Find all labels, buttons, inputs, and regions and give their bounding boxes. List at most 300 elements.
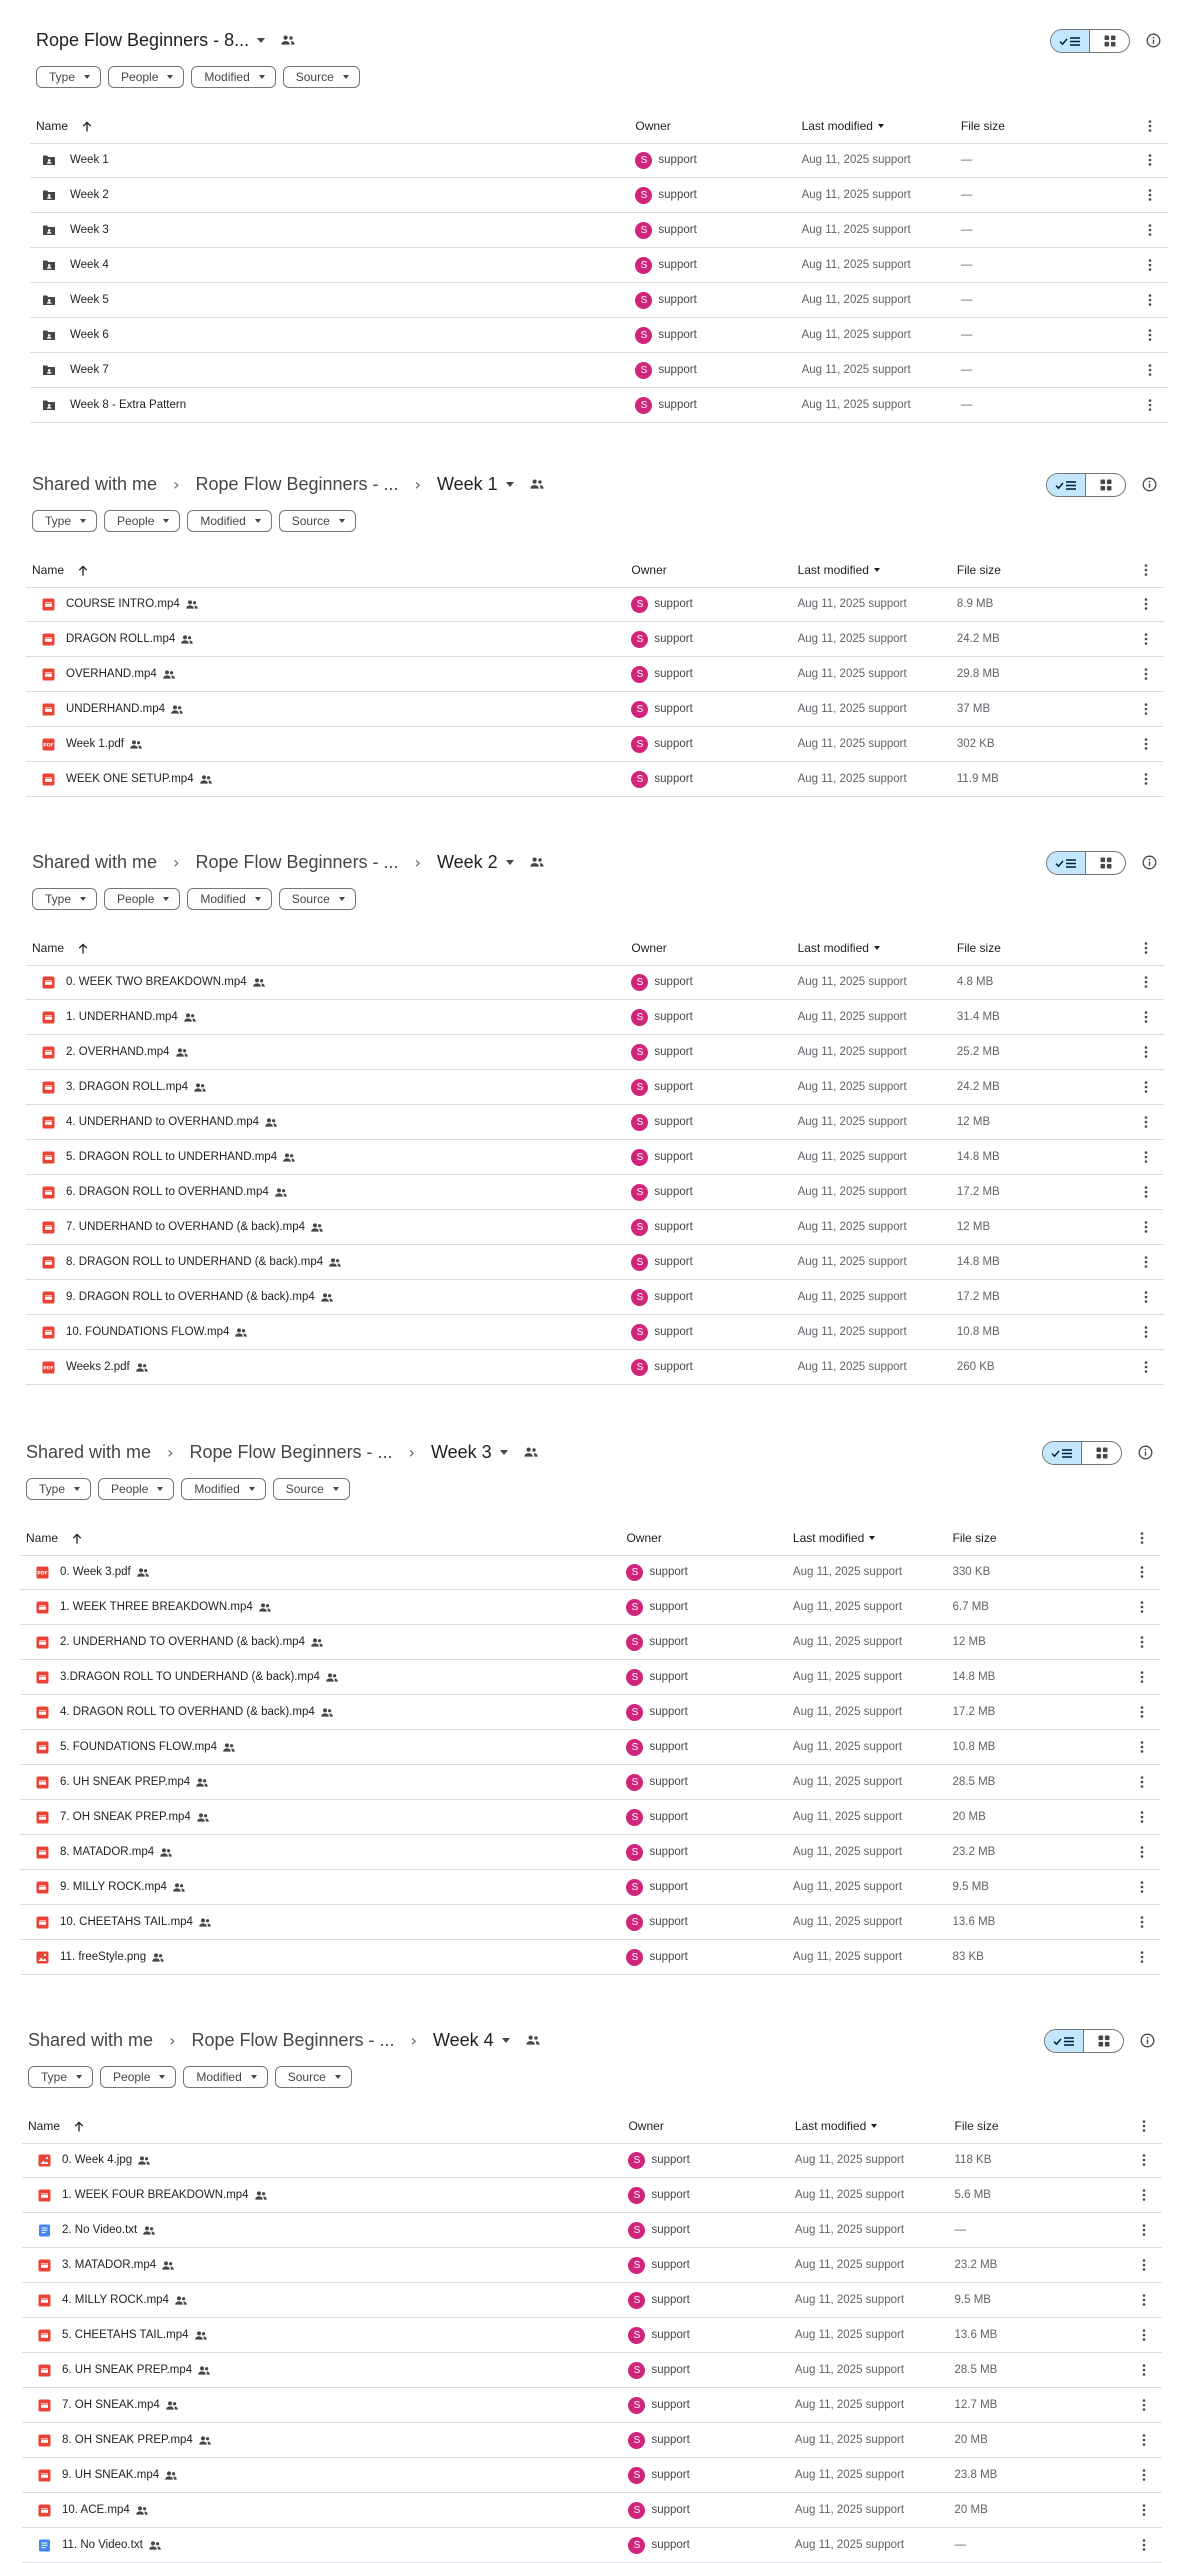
file-size-cell: [955, 2283, 991, 2317]
owner-name: support: [654, 773, 693, 785]
filter-label: Source: [285, 1482, 324, 1496]
filter-label: Type: [39, 1482, 66, 1496]
breadcrumb-parent-folder[interactable]: Rope Flow Beginners - ...: [191, 2029, 395, 2050]
column-header-file-size[interactable]: [961, 109, 1005, 143]
last-modified: Aug 11, 2025 support: [794, 2294, 905, 2306]
owner-cell: [628, 2178, 689, 2212]
file-row[interactable]: [26, 727, 1164, 762]
file-size: 4.8 MB: [956, 976, 994, 988]
filter-type[interactable]: [36, 66, 101, 88]
list-view-button[interactable]: [1051, 30, 1090, 52]
file-row[interactable]: [26, 1245, 1164, 1280]
list-view-button[interactable]: [1047, 852, 1086, 874]
column-size-label: File size: [952, 1531, 997, 1545]
caret-down-icon: [157, 1487, 163, 1491]
more-actions-icon[interactable]: [1136, 2537, 1152, 2553]
filter-label: Source: [291, 892, 330, 906]
owner-cell: [628, 2528, 689, 2562]
avatar: S: [626, 1739, 643, 1756]
column-header-name[interactable]: [26, 1521, 82, 1555]
last-modified-cell: [798, 1210, 907, 1244]
filter-modified[interactable]: [187, 888, 271, 910]
file-row[interactable]: [26, 1350, 1164, 1385]
filter-source[interactable]: [279, 510, 356, 532]
column-header-last-modified[interactable]: [793, 1521, 875, 1555]
file-size: 14.8 MB: [956, 1151, 1000, 1163]
file-name-cell: [66, 1105, 277, 1139]
last-modified-cell: [795, 2458, 904, 2492]
file-name: Week 2: [70, 189, 109, 201]
file-row[interactable]: [22, 2528, 1162, 2563]
more-actions-icon[interactable]: [1138, 596, 1154, 612]
file-row[interactable]: [26, 587, 1164, 622]
shared-folder-icon: [42, 223, 56, 237]
more-options-icon[interactable]: [1138, 940, 1154, 956]
column-header-file-size[interactable]: [953, 1521, 997, 1555]
owner-cell: [631, 1245, 692, 1279]
file-row[interactable]: [26, 1280, 1164, 1315]
more-actions-icon[interactable]: [1138, 1359, 1154, 1375]
column-header-name[interactable]: [28, 2109, 84, 2143]
avatar: S: [626, 1844, 643, 1861]
last-modified-cell: [793, 1765, 902, 1799]
owner-name: support: [654, 1221, 693, 1233]
column-header-name[interactable]: [32, 931, 88, 965]
file-row[interactable]: [20, 1835, 1160, 1870]
more-actions-icon[interactable]: [1138, 974, 1154, 990]
file-row[interactable]: [26, 1070, 1164, 1105]
file-size-cell: [957, 1070, 1000, 1104]
column-owner-label: Owner: [631, 941, 667, 955]
breadcrumb-shared-with-me[interactable]: Shared with me: [26, 1441, 152, 1462]
file-row[interactable]: [20, 1730, 1160, 1765]
more-actions-icon[interactable]: [1138, 1219, 1154, 1235]
more-actions-icon[interactable]: [1136, 2222, 1152, 2238]
file-row[interactable]: [20, 1555, 1160, 1590]
file-row[interactable]: [30, 178, 1168, 213]
last-modified: Aug 11, 2025 support: [794, 2189, 905, 2201]
file-list: [26, 965, 1164, 1385]
more-actions-icon[interactable]: [1134, 1739, 1150, 1755]
last-modified: Aug 11, 2025 support: [801, 399, 911, 411]
owner-name: support: [654, 1256, 693, 1268]
file-row[interactable]: [30, 318, 1168, 353]
owner-cell: [631, 587, 692, 621]
column-header-owner: [628, 2109, 663, 2143]
file-row[interactable]: [26, 1210, 1164, 1245]
more-actions-icon[interactable]: [1138, 1114, 1154, 1130]
file-name-cell: [70, 353, 109, 387]
more-actions-icon[interactable]: [1138, 771, 1154, 787]
owner-name: support: [658, 224, 697, 236]
column-header-file-size[interactable]: [957, 931, 1001, 965]
shared-people-icon: [198, 2366, 210, 2375]
shared-people-icon: [176, 1048, 188, 1057]
filter-type[interactable]: [28, 2066, 93, 2088]
file-name: 7. UNDERHAND to OVERHAND (& back).mp4: [66, 1221, 305, 1233]
column-header-last-modified[interactable]: [798, 931, 880, 965]
owner-cell: [635, 283, 696, 317]
shared-people-icon: [321, 1293, 333, 1302]
more-actions-icon[interactable]: [1134, 1879, 1150, 1895]
more-actions-icon[interactable]: [1138, 736, 1154, 752]
file-row[interactable]: [30, 143, 1168, 178]
filter-source[interactable]: [275, 2066, 352, 2088]
column-name-label: Name: [26, 1531, 59, 1545]
shared-people-icon: [194, 1083, 206, 1092]
file-name: 10. CHEETAHS TAIL.mp4: [60, 1916, 193, 1928]
file-row[interactable]: [26, 1000, 1164, 1035]
file-size: 330 KB: [952, 1566, 991, 1578]
file-row[interactable]: [26, 1140, 1164, 1175]
last-modified-cell: [798, 762, 907, 796]
info-icon[interactable]: [1140, 853, 1158, 871]
filter-modified[interactable]: [187, 510, 271, 532]
owner-cell: [628, 2423, 689, 2457]
shared-people-icon: [149, 2541, 161, 2550]
file-size-cell: [953, 1940, 984, 1974]
more-actions-icon[interactable]: [1138, 1009, 1154, 1025]
filter-type[interactable]: [32, 888, 97, 910]
file-row[interactable]: [20, 1870, 1160, 1905]
owner-cell: [635, 213, 696, 247]
file-row[interactable]: [26, 762, 1164, 797]
file-row[interactable]: [30, 248, 1168, 283]
list-view-button[interactable]: [1045, 2030, 1084, 2052]
breadcrumb-parent-folder[interactable]: Rope Flow Beginners - ...: [195, 473, 399, 494]
info-icon[interactable]: [1136, 1443, 1154, 1461]
file-name: 6. DRAGON ROLL to OVERHAND.mp4: [66, 1186, 269, 1198]
more-actions-icon[interactable]: [1138, 1324, 1154, 1340]
more-actions-icon[interactable]: [1136, 2362, 1152, 2378]
image-icon: [35, 1950, 49, 1964]
last-modified-cell: [798, 1070, 907, 1104]
grid-view-button[interactable]: [1084, 2030, 1123, 2052]
filter-label: Source: [291, 514, 330, 528]
video-icon: [37, 2293, 51, 2307]
file-name-cell: [60, 1905, 211, 1939]
more-actions-icon[interactable]: [1134, 1564, 1150, 1580]
more-actions-icon[interactable]: [1142, 187, 1158, 203]
shared-folder-people-icon: [281, 35, 295, 45]
file-name-cell: [62, 2283, 187, 2317]
file-row[interactable]: [26, 1315, 1164, 1350]
more-actions-icon[interactable]: [1138, 1044, 1154, 1060]
more-actions-icon[interactable]: [1136, 2397, 1152, 2413]
breadcrumb-shared-with-me[interactable]: Shared with me: [28, 2029, 154, 2050]
filter-people[interactable]: [104, 888, 180, 910]
filter-type[interactable]: [26, 1478, 91, 1500]
shared-people-icon: [223, 1743, 235, 1752]
more-actions-icon[interactable]: [1138, 1149, 1154, 1165]
more-actions-icon[interactable]: [1138, 1184, 1154, 1200]
more-actions-icon[interactable]: [1136, 2292, 1152, 2308]
avatar: S: [635, 187, 652, 204]
view-toggle: [1046, 851, 1126, 875]
filter-label: People: [117, 892, 155, 906]
file-name-cell: [70, 143, 109, 177]
file-row[interactable]: [20, 1695, 1160, 1730]
shared-people-icon: [259, 1603, 271, 1612]
file-row[interactable]: [22, 2248, 1162, 2283]
more-actions-icon[interactable]: [1142, 362, 1158, 378]
file-row[interactable]: [30, 353, 1168, 388]
current-folder-dropdown[interactable]: [431, 848, 520, 877]
filter-type[interactable]: [32, 510, 97, 532]
more-options-icon[interactable]: [1138, 562, 1154, 578]
more-actions-icon[interactable]: [1142, 257, 1158, 273]
more-actions-icon[interactable]: [1138, 701, 1154, 717]
shared-people-icon: [175, 2296, 187, 2305]
filter-people[interactable]: [100, 2066, 176, 2088]
file-row[interactable]: [30, 388, 1168, 423]
more-actions-icon[interactable]: [1134, 1914, 1150, 1930]
file-row[interactable]: [26, 1175, 1164, 1210]
owner-name: support: [651, 2364, 690, 2376]
file-row[interactable]: [26, 657, 1164, 692]
file-row[interactable]: [20, 1765, 1160, 1800]
column-header-last-modified[interactable]: [798, 553, 880, 587]
file-row[interactable]: [22, 2143, 1162, 2178]
file-list: [26, 587, 1164, 797]
last-modified-cell: [802, 213, 911, 247]
current-folder-dropdown[interactable]: [30, 26, 271, 55]
file-size: —: [954, 2224, 967, 2236]
last-modified-cell: [802, 248, 911, 282]
more-actions-icon[interactable]: [1138, 666, 1154, 682]
more-actions-icon[interactable]: [1138, 1254, 1154, 1270]
file-name-cell: [62, 2213, 155, 2247]
info-icon[interactable]: [1140, 475, 1158, 493]
list-view-button[interactable]: [1047, 474, 1086, 496]
more-actions-icon[interactable]: [1134, 1844, 1150, 1860]
file-size: 302 KB: [956, 738, 995, 750]
column-header-name[interactable]: [36, 109, 92, 143]
file-size-cell: [957, 1315, 1000, 1349]
shared-people-icon: [196, 1778, 208, 1787]
video-icon: [41, 1150, 55, 1164]
file-row[interactable]: [30, 283, 1168, 318]
file-name-cell: [66, 965, 265, 999]
owner-name: support: [658, 189, 697, 201]
filter-modified[interactable]: [191, 66, 275, 88]
filter-people[interactable]: [104, 510, 180, 532]
more-actions-icon[interactable]: [1138, 1079, 1154, 1095]
more-actions-icon[interactable]: [1138, 1289, 1154, 1305]
file-name: Week 7: [70, 364, 109, 376]
more-actions-icon[interactable]: [1142, 327, 1158, 343]
file-row[interactable]: [22, 2213, 1162, 2248]
file-name: COURSE INTRO.mp4: [66, 598, 180, 610]
breadcrumb-shared-with-me[interactable]: Shared with me: [32, 851, 158, 872]
caret-down-icon: [255, 519, 261, 523]
owner-name: support: [654, 703, 693, 715]
file-name-cell: [66, 1000, 196, 1034]
sort-ascending-icon: [72, 1533, 82, 1544]
more-options-icon[interactable]: [1142, 118, 1158, 134]
file-row[interactable]: [26, 692, 1164, 727]
shared-people-icon: [197, 1813, 209, 1822]
last-modified: Aug 11, 2025 support: [797, 1221, 907, 1233]
file-row[interactable]: [20, 1905, 1160, 1940]
column-header-name[interactable]: [32, 553, 88, 587]
more-actions-icon[interactable]: [1134, 1774, 1150, 1790]
video-icon: [35, 1915, 49, 1929]
more-actions-icon[interactable]: [1134, 1634, 1150, 1650]
last-modified: Aug 11, 2025 support: [801, 189, 911, 201]
more-actions-icon[interactable]: [1142, 397, 1158, 413]
file-row[interactable]: [26, 1105, 1164, 1140]
file-name-cell: [70, 283, 109, 317]
file-row[interactable]: [22, 2178, 1162, 2213]
more-actions-icon[interactable]: [1138, 631, 1154, 647]
file-size-cell: [955, 2353, 998, 2387]
file-row[interactable]: [22, 2353, 1162, 2388]
more-actions-icon[interactable]: [1134, 1809, 1150, 1825]
shared-people-icon: [171, 705, 183, 714]
grid-view-button[interactable]: [1082, 1442, 1121, 1464]
shared-people-icon: [275, 1188, 287, 1197]
owner-name: support: [649, 1601, 688, 1613]
last-modified-cell: [793, 1905, 902, 1939]
file-size: 10.8 MB: [956, 1326, 1000, 1338]
last-modified: Aug 11, 2025 support: [797, 1256, 907, 1268]
file-size: —: [960, 154, 973, 166]
file-size: 23.2 MB: [954, 2259, 998, 2271]
more-actions-icon[interactable]: [1142, 222, 1158, 238]
last-modified: Aug 11, 2025 support: [801, 224, 911, 236]
filter-source[interactable]: [273, 1478, 350, 1500]
info-icon[interactable]: [1138, 2031, 1156, 2049]
shared-people-icon: [283, 1153, 295, 1162]
column-header-file-size[interactable]: [955, 2109, 999, 2143]
grid-view-button[interactable]: [1090, 30, 1129, 52]
filter-people[interactable]: [108, 66, 184, 88]
file-row[interactable]: [26, 965, 1164, 1000]
file-size-cell: [961, 178, 973, 212]
more-actions-icon[interactable]: [1136, 2502, 1152, 2518]
file-size: 10.8 MB: [952, 1741, 996, 1753]
file-row[interactable]: [22, 2458, 1162, 2493]
last-modified-cell: [795, 2423, 904, 2457]
current-folder-dropdown[interactable]: [427, 2026, 516, 2055]
grid-view-button[interactable]: [1086, 474, 1125, 496]
file-name: 5. FOUNDATIONS FLOW.mp4: [60, 1741, 217, 1753]
info-icon[interactable]: [1144, 31, 1162, 49]
file-name: Week 8 - Extra Pattern: [70, 399, 187, 411]
file-name: 0. Week 4.jpg: [62, 2154, 133, 2166]
file-row[interactable]: [26, 622, 1164, 657]
filter-people[interactable]: [98, 1478, 174, 1500]
avatar: S: [631, 736, 648, 753]
current-folder-dropdown[interactable]: [431, 470, 520, 499]
file-row[interactable]: [20, 1660, 1160, 1695]
more-actions-icon[interactable]: [1136, 2432, 1152, 2448]
more-actions-icon[interactable]: [1142, 152, 1158, 168]
table-header: [26, 931, 1164, 966]
file-row[interactable]: [22, 2493, 1162, 2528]
owner-name: support: [654, 633, 693, 645]
last-modified-cell: [793, 1625, 902, 1659]
avatar: S: [635, 397, 652, 414]
more-actions-icon[interactable]: [1136, 2327, 1152, 2343]
last-modified: Aug 11, 2025 support: [792, 1951, 903, 1963]
column-header-last-modified[interactable]: [802, 109, 884, 143]
more-actions-icon[interactable]: [1136, 2467, 1152, 2483]
file-row[interactable]: [30, 213, 1168, 248]
caret-down-icon: [257, 38, 265, 43]
last-modified: Aug 11, 2025 support: [794, 2434, 905, 2446]
caret-down-icon: [506, 860, 514, 865]
more-options-icon[interactable]: [1136, 2118, 1152, 2134]
avatar: S: [626, 1669, 643, 1686]
more-actions-icon[interactable]: [1136, 2152, 1152, 2168]
column-header-last-modified[interactable]: [795, 2109, 877, 2143]
owner-cell: [631, 657, 692, 691]
file-size: 12 MB: [956, 1116, 991, 1128]
owner-cell: [635, 388, 696, 422]
file-row[interactable]: [22, 2318, 1162, 2353]
more-options-icon[interactable]: [1134, 1530, 1150, 1546]
current-folder-dropdown[interactable]: [425, 1438, 514, 1467]
video-icon: [35, 1775, 49, 1789]
pdf-icon: [41, 1360, 55, 1374]
file-name-cell: [60, 1765, 208, 1799]
file-name: 4. MILLY ROCK.mp4: [62, 2294, 169, 2306]
breadcrumb-shared-with-me[interactable]: Shared with me: [32, 473, 158, 494]
filter-modified[interactable]: [181, 1478, 265, 1500]
shared-people-icon: [326, 1673, 338, 1682]
more-actions-icon[interactable]: [1134, 1599, 1150, 1615]
filter-source[interactable]: [279, 888, 356, 910]
more-actions-icon[interactable]: [1136, 2257, 1152, 2273]
file-size: 13.6 MB: [954, 2329, 998, 2341]
file-name-cell: [62, 2493, 148, 2527]
filter-label: Source: [295, 70, 334, 84]
owner-cell: [626, 1590, 687, 1624]
list-view-button[interactable]: [1043, 1442, 1082, 1464]
file-row[interactable]: [20, 1800, 1160, 1835]
file-row[interactable]: [22, 2388, 1162, 2423]
filter-modified[interactable]: [183, 2066, 267, 2088]
more-actions-icon[interactable]: [1134, 1949, 1150, 1965]
more-actions-icon[interactable]: [1136, 2187, 1152, 2203]
owner-name: support: [654, 738, 693, 750]
file-row[interactable]: [22, 2423, 1162, 2458]
file-row[interactable]: [22, 2283, 1162, 2318]
file-size: —: [960, 189, 973, 201]
more-actions-icon[interactable]: [1134, 1669, 1150, 1685]
file-size: 20 MB: [952, 1811, 986, 1823]
column-header-file-size[interactable]: [957, 553, 1001, 587]
file-name-cell: [66, 1210, 323, 1244]
file-row[interactable]: [26, 1035, 1164, 1070]
filter-source[interactable]: [283, 66, 360, 88]
shared-people-icon: [265, 1118, 277, 1127]
more-actions-icon[interactable]: [1134, 1704, 1150, 1720]
breadcrumb-parent-folder[interactable]: Rope Flow Beginners - ...: [189, 1441, 393, 1462]
owner-cell: [631, 965, 692, 999]
file-row[interactable]: [20, 1940, 1160, 1975]
grid-view-button[interactable]: [1086, 852, 1125, 874]
table-header: [20, 1521, 1160, 1556]
file-name: UNDERHAND.mp4: [66, 703, 166, 715]
file-row[interactable]: [20, 1590, 1160, 1625]
more-actions-icon[interactable]: [1142, 292, 1158, 308]
file-row[interactable]: [20, 1625, 1160, 1660]
breadcrumb: [26, 462, 544, 506]
breadcrumb-parent-folder[interactable]: Rope Flow Beginners - ...: [195, 851, 399, 872]
